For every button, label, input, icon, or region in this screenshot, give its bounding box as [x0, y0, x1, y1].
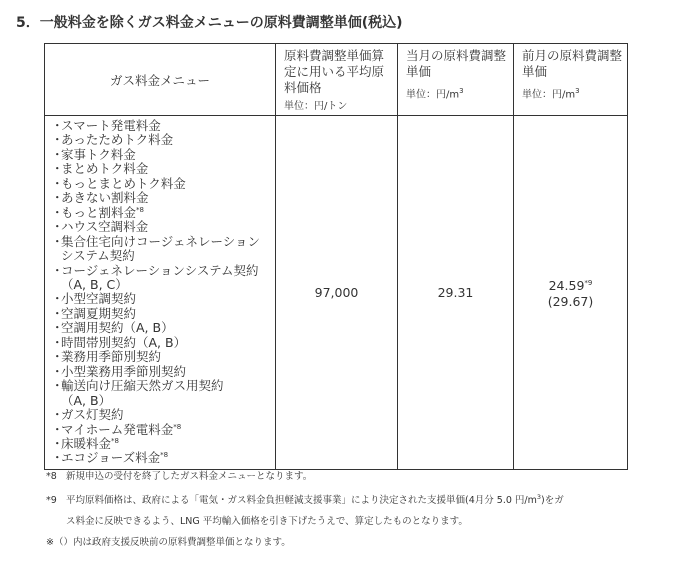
menu-item-label: （A, B）: [61, 392, 112, 408]
note-8-mark: *8: [46, 471, 57, 482]
menu-item-bullet: ・: [51, 435, 64, 451]
menu-item-bullet: ・: [51, 320, 64, 336]
menu-item: [51, 148, 275, 162]
header-current-unit: [406, 83, 508, 103]
menu-item-continuation: [51, 278, 275, 292]
menu-item-bullet: ・: [51, 450, 64, 466]
note-8: [46, 466, 564, 487]
note-star: ※（）内は政府支援反映前の原料費調整単価となります。: [46, 537, 291, 549]
previous-value-text: 24.59: [548, 277, 585, 293]
rate-table: [44, 43, 628, 470]
previous-before-support-value: (29.67): [547, 293, 594, 309]
header-avg-price-unit: 単位：円/トン: [284, 101, 348, 112]
menu-item: [51, 365, 275, 379]
header-previous-label: 前月の原料費調整単価: [522, 48, 623, 79]
menu-item-label: 床暖料金: [61, 435, 112, 451]
menu-item-label: 小型業務用季節別契約: [61, 363, 187, 379]
menu-item: [51, 292, 275, 306]
header-previous-unit: [522, 83, 622, 103]
menu-item-label: 集合住宅向けコージェネレーション: [61, 233, 261, 249]
menu-item-footnote: *8: [173, 422, 182, 431]
note-9-sup: 3: [536, 493, 541, 501]
menu-item: [51, 162, 275, 176]
menu-list: [51, 119, 275, 466]
menu-item-footnote: *8: [111, 436, 119, 445]
menu-item: [51, 336, 275, 350]
menu-item-bullet: ・: [51, 305, 64, 321]
menu-item: [51, 133, 275, 147]
menu-item-label: まとめトク料金: [61, 161, 149, 177]
menu-item: [51, 423, 275, 437]
menu-item-continuation: [51, 249, 275, 263]
menu-item: [51, 220, 275, 234]
menu-item-label: ガス灯契約: [61, 407, 124, 423]
note-9-text-c: ス料金に反映できるよう、LNG 平均輸入価格を引き下げたうえで、算定したものとなります。: [66, 516, 468, 528]
note-9: [46, 487, 564, 532]
menu-item-bullet: ・: [51, 118, 64, 133]
menu-item-label: （A, B, C）: [61, 276, 128, 292]
menu-item: [51, 321, 275, 335]
menu-item: [51, 119, 275, 133]
menu-item-label: ハウス空調料金: [61, 219, 149, 235]
menu-item-label: 業務用季節別契約: [61, 349, 162, 365]
section-title: 5．一般料金を除くガス料金メニューの原料費調整単価(税込): [16, 15, 403, 31]
menu-item-bullet: ・: [51, 219, 64, 235]
menu-list-cell: [45, 116, 276, 470]
menu-item-label: 空調夏期契約: [61, 305, 137, 321]
menu-item-bullet: ・: [51, 262, 64, 278]
menu-item-label: 空調用契約（A, B）: [61, 320, 174, 336]
header-current-unit-text: 単位：円/m: [406, 89, 460, 101]
menu-item: [51, 379, 275, 393]
menu-item-label: 輸送向け圧縮天然ガス用契約: [61, 378, 224, 394]
header-previous: [514, 44, 628, 116]
menu-item-footnote: *8: [160, 451, 169, 460]
menu-item-label: もっと割料金: [61, 204, 137, 220]
header-avg-price: [276, 44, 398, 116]
header-current: [398, 44, 514, 116]
menu-item: [51, 206, 275, 220]
menu-item-bullet: ・: [51, 175, 64, 191]
menu-item-bullet: ・: [51, 190, 64, 206]
menu-item-bullet: ・: [51, 233, 64, 249]
menu-item-label: マイホーム発電料金: [61, 421, 174, 437]
header-menu: ガス料金メニュー: [45, 44, 276, 116]
note-9-text-b: )をガ: [541, 495, 564, 507]
previous-value-cell: [514, 116, 628, 470]
menu-item-continuation: [51, 394, 275, 408]
menu-item: [51, 264, 275, 278]
menu-item-label: システム契約: [61, 248, 135, 264]
menu-item-label: 時間帯別契約（A, B）: [61, 334, 187, 350]
header-current-unit-sup: 3: [459, 87, 464, 95]
menu-item-label: もっとまとめトク料金: [61, 175, 186, 191]
menu-item: [51, 437, 275, 451]
menu-item: [51, 235, 275, 249]
menu-item: [51, 177, 275, 191]
menu-item-label: スマート発電料金: [61, 118, 161, 133]
menu-item: [51, 350, 275, 364]
note-9-text-a: 平均原料価格は、政府による「電気・ガス料金負担軽減支援事業」により決定された支援単価(4月分 5.0 円/m: [66, 495, 537, 507]
menu-item-bullet: ・: [51, 132, 64, 148]
menu-item-bullet: ・: [51, 349, 64, 365]
menu-item-label: 家事トク料金: [61, 146, 136, 162]
menu-item: [51, 408, 275, 422]
menu-item-bullet: ・: [51, 363, 64, 379]
menu-item-footnote: *8: [136, 205, 144, 214]
menu-item: [51, 191, 275, 205]
note-9-mark: *9: [46, 495, 57, 507]
current-value: 29.31: [398, 116, 514, 470]
menu-item-label: エコジョーズ料金: [61, 450, 161, 466]
menu-item-bullet: ・: [51, 378, 64, 394]
menu-item-bullet: ・: [51, 146, 64, 162]
menu-item-label: あったためトク料金: [61, 132, 174, 148]
header-avg-price-label: 原料費調整単価算定に用いる平均原料価格: [284, 48, 385, 95]
menu-item: [51, 307, 275, 321]
menu-item-bullet: ・: [51, 334, 64, 350]
header-previous-unit-text: 単位：円/m: [522, 89, 576, 101]
notes: [46, 466, 564, 553]
menu-item-bullet: ・: [51, 204, 64, 220]
menu-item-label: 小型空調契約: [61, 291, 137, 307]
menu-item-bullet: ・: [51, 291, 64, 307]
table-row: [45, 116, 628, 470]
menu-item-bullet: ・: [51, 407, 64, 423]
menu-item: [51, 451, 275, 465]
header-current-label: 当月の原料費調整単価: [406, 48, 507, 79]
table-header-row: [45, 44, 628, 116]
menu-item-bullet: ・: [51, 161, 64, 177]
note-8-text: 新規申込の受付を終了したガス料金メニューとなります。: [66, 471, 313, 482]
menu-item-label: コージェネレーションシステム契約: [61, 262, 259, 278]
header-previous-unit-sup: 3: [575, 87, 580, 95]
menu-item-bullet: ・: [51, 421, 64, 437]
avg-price-value: 97,000: [276, 116, 398, 470]
previous-value-sup: *9: [584, 278, 593, 287]
menu-item-label: あきない割料金: [61, 190, 149, 206]
previous-value: [514, 275, 627, 294]
